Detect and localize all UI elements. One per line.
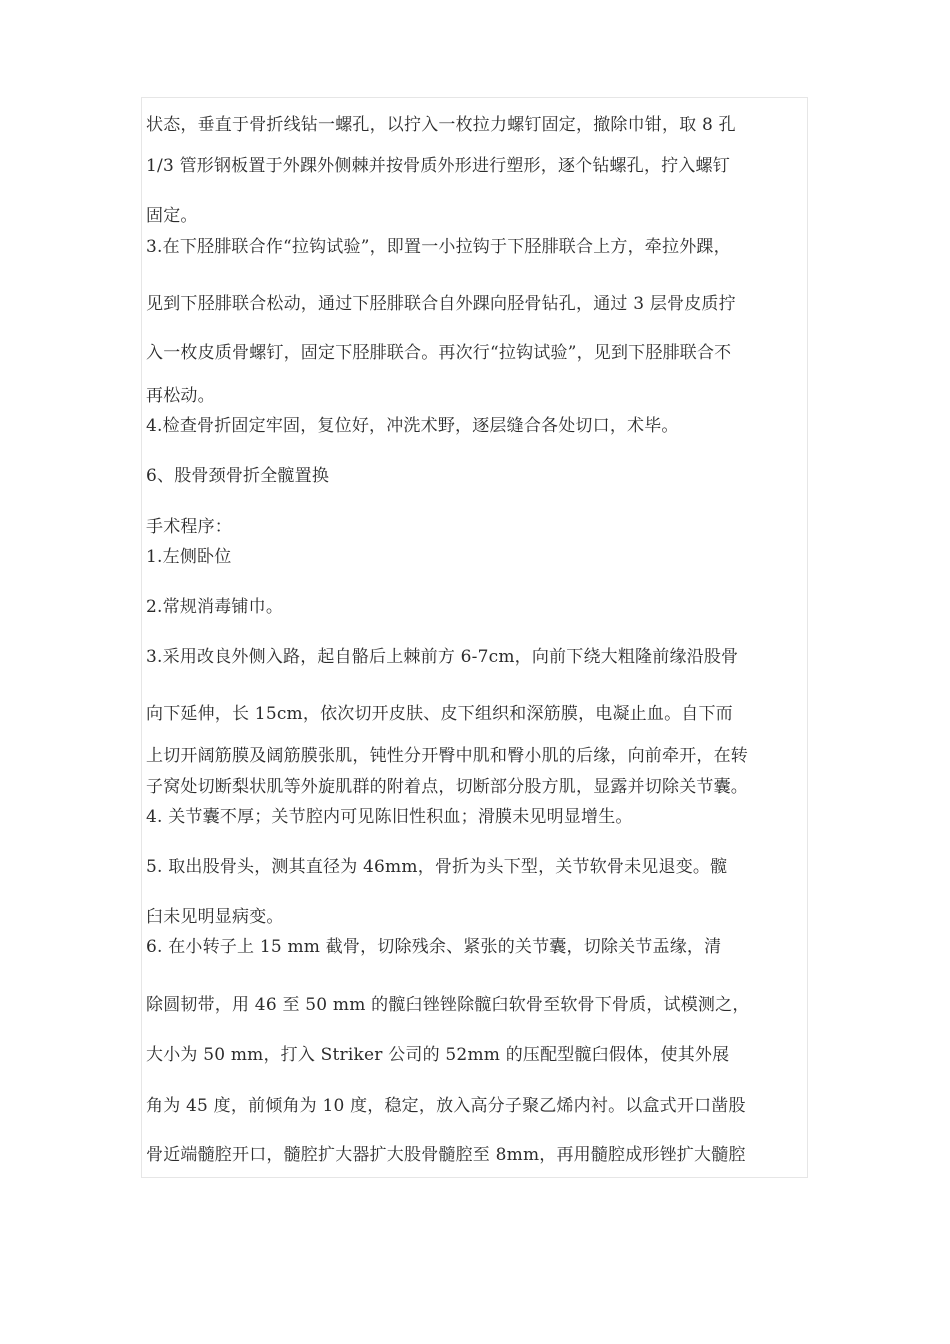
text-line: 再松动。 [146,386,215,406]
text-line: 子窝处切断梨状肌等外旋肌群的附着点，切断部分股方肌，显露并切除关节囊。 [146,777,748,797]
text-line: 见到下胫腓联合松动，通过下胫腓联合自外踝向胫骨钻孔，通过 3 层骨皮质拧 [146,294,736,314]
text-line: 4. 关节囊不厚；关节腔内可见陈旧性积血；滑膜未见明显增生。 [146,807,633,827]
text-line: 1.左侧卧位 [146,547,232,567]
text-line: 大小为 50 mm，打入 Striker 公司的 52mm 的压配型髋臼假体，使其外展 [146,1045,730,1065]
section-heading: 6、股骨颈骨折全髋置换 [146,466,330,486]
text-line: 手术程序： [146,517,232,537]
text-line: 4.检查骨折固定牢固，复位好，冲洗术野，逐层缝合各处切口，术毕。 [146,416,679,436]
text-line: 3.在下胫腓联合作“拉钩试验”，即置一小拉钩于下胫腓联合上方，牵拉外踝， [146,237,731,257]
text-line: 1/3 管形钢板置于外踝外侧棘并按骨质外形进行塑形，逐个钻螺孔，拧入螺钉 [146,156,730,176]
text-line: 5. 取出股骨头，测其直径为 46mm，骨折为头下型，关节软骨未见退变。髋 [146,857,728,877]
text-line: 向下延伸，长 15cm，依次切开皮肤、皮下组织和深筋膜，电凝止血。自下而 [146,704,733,724]
text-line: 2.常规消毒铺巾。 [146,597,284,617]
text-line: 固定。 [146,206,198,226]
text-line: 入一枚皮质骨螺钉，固定下胫腓联合。再次行“拉钩试验”，见到下胫腓联合不 [146,343,732,363]
text-line: 状态，垂直于骨折线钻一螺孔，以拧入一枚拉力螺钉固定，撤除巾钳，取 8 孔 [146,115,736,135]
text-line: 除圆韧带，用 46 至 50 mm 的髋臼锉锉除髋臼软骨至软骨下骨质，试模测之， [146,995,750,1015]
text-line: 骨近端髓腔开口，髓腔扩大器扩大股骨髓腔至 8mm，再用髓腔成形锉扩大髓腔 [146,1145,746,1165]
text-line: 臼未见明显病变。 [146,907,284,927]
text-line: 6. 在小转子上 15 mm 截骨，切除残余、紧张的关节囊，切除关节盂缘，清 [146,937,722,957]
text-line: 角为 45 度，前倾角为 10 度，稳定，放入高分子聚乙烯内衬。以盒式开口凿股 [146,1096,746,1116]
text-line: 3.采用改良外侧入路，起自骼后上棘前方 6-7cm，向前下绕大粗隆前缘沿股骨 [146,647,739,667]
text-line: 上切开阔筋膜及阔筋膜张肌，钝性分开臀中肌和臀小肌的后缘，向前牵开，在转 [146,746,748,766]
